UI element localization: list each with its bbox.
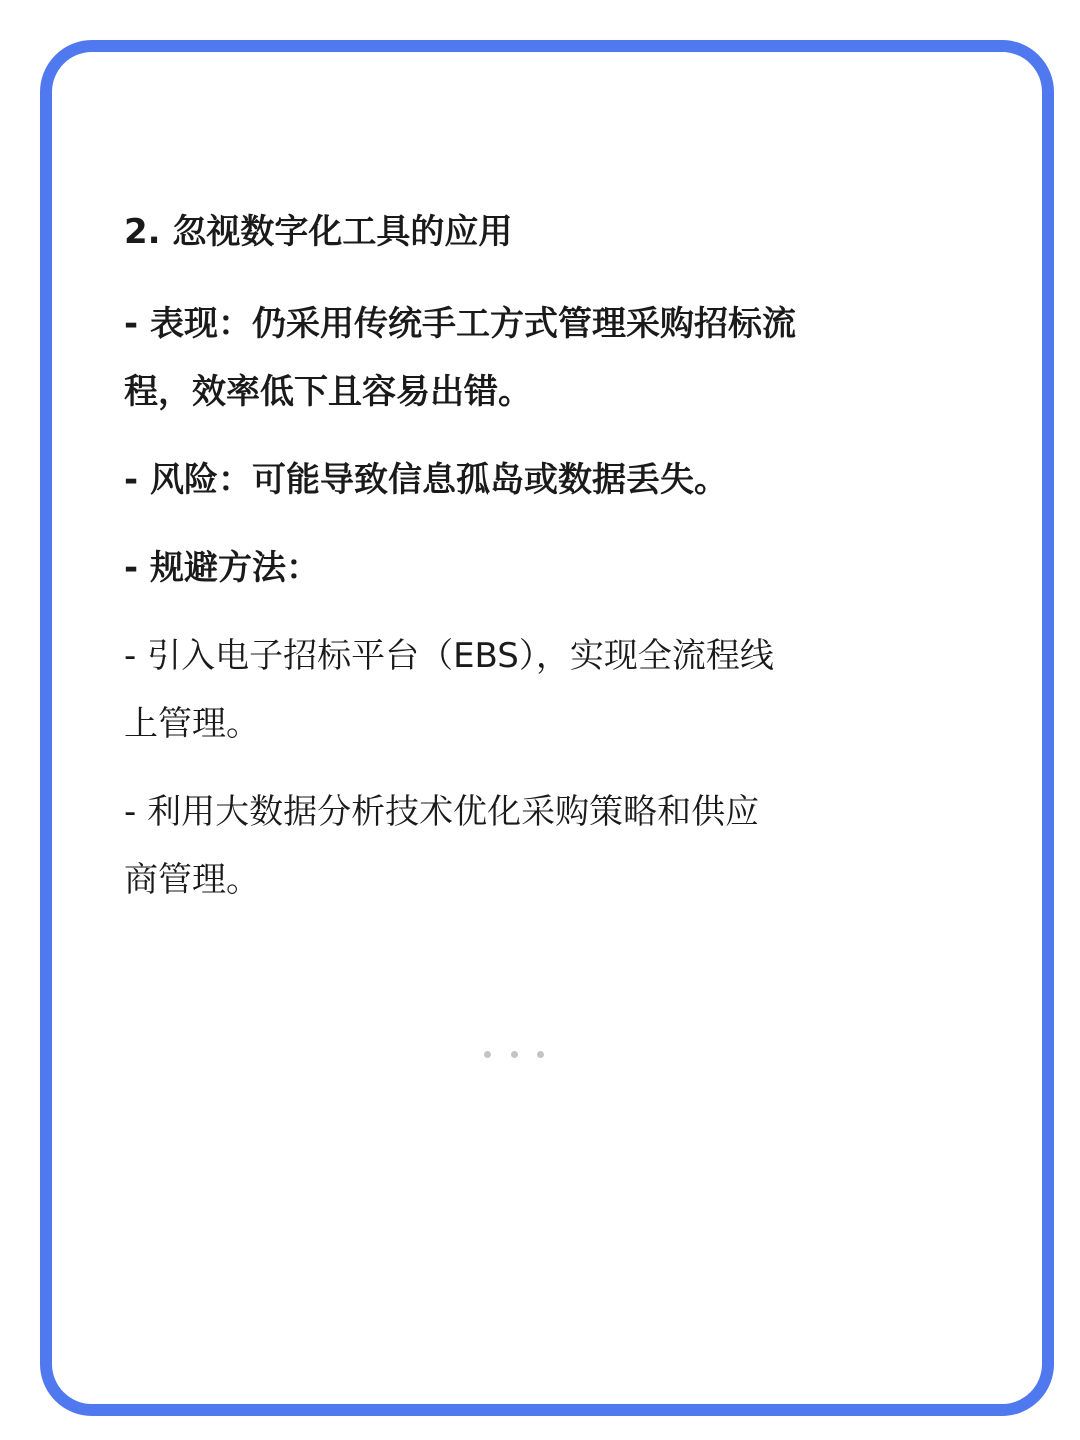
- method-1-line-2: 上管理。: [124, 704, 260, 744]
- method-2-line-1: - 利用大数据分析技术优化采购策略和供应: [124, 792, 760, 832]
- dot: [484, 1051, 491, 1058]
- avoidance-heading: - 规避方法：: [124, 548, 320, 588]
- more-dots-icon: [484, 1048, 544, 1060]
- risk-line: - 风险：可能导致信息孤岛或数据丢失。: [124, 460, 728, 500]
- dot: [537, 1051, 544, 1058]
- method-2-line-2: 商管理。: [124, 860, 260, 900]
- method-1-line-1: - 引入电子招标平台（EBS），实现全流程线: [124, 636, 774, 676]
- section-heading: 2. 忽视数字化工具的应用: [124, 212, 513, 252]
- dot: [511, 1051, 518, 1058]
- performance-line-2: 程，效率低下且容易出错。: [124, 372, 532, 412]
- content-card: [40, 40, 1054, 1416]
- performance-line-1: - 表现：仍采用传统手工方式管理采购招标流: [124, 304, 796, 344]
